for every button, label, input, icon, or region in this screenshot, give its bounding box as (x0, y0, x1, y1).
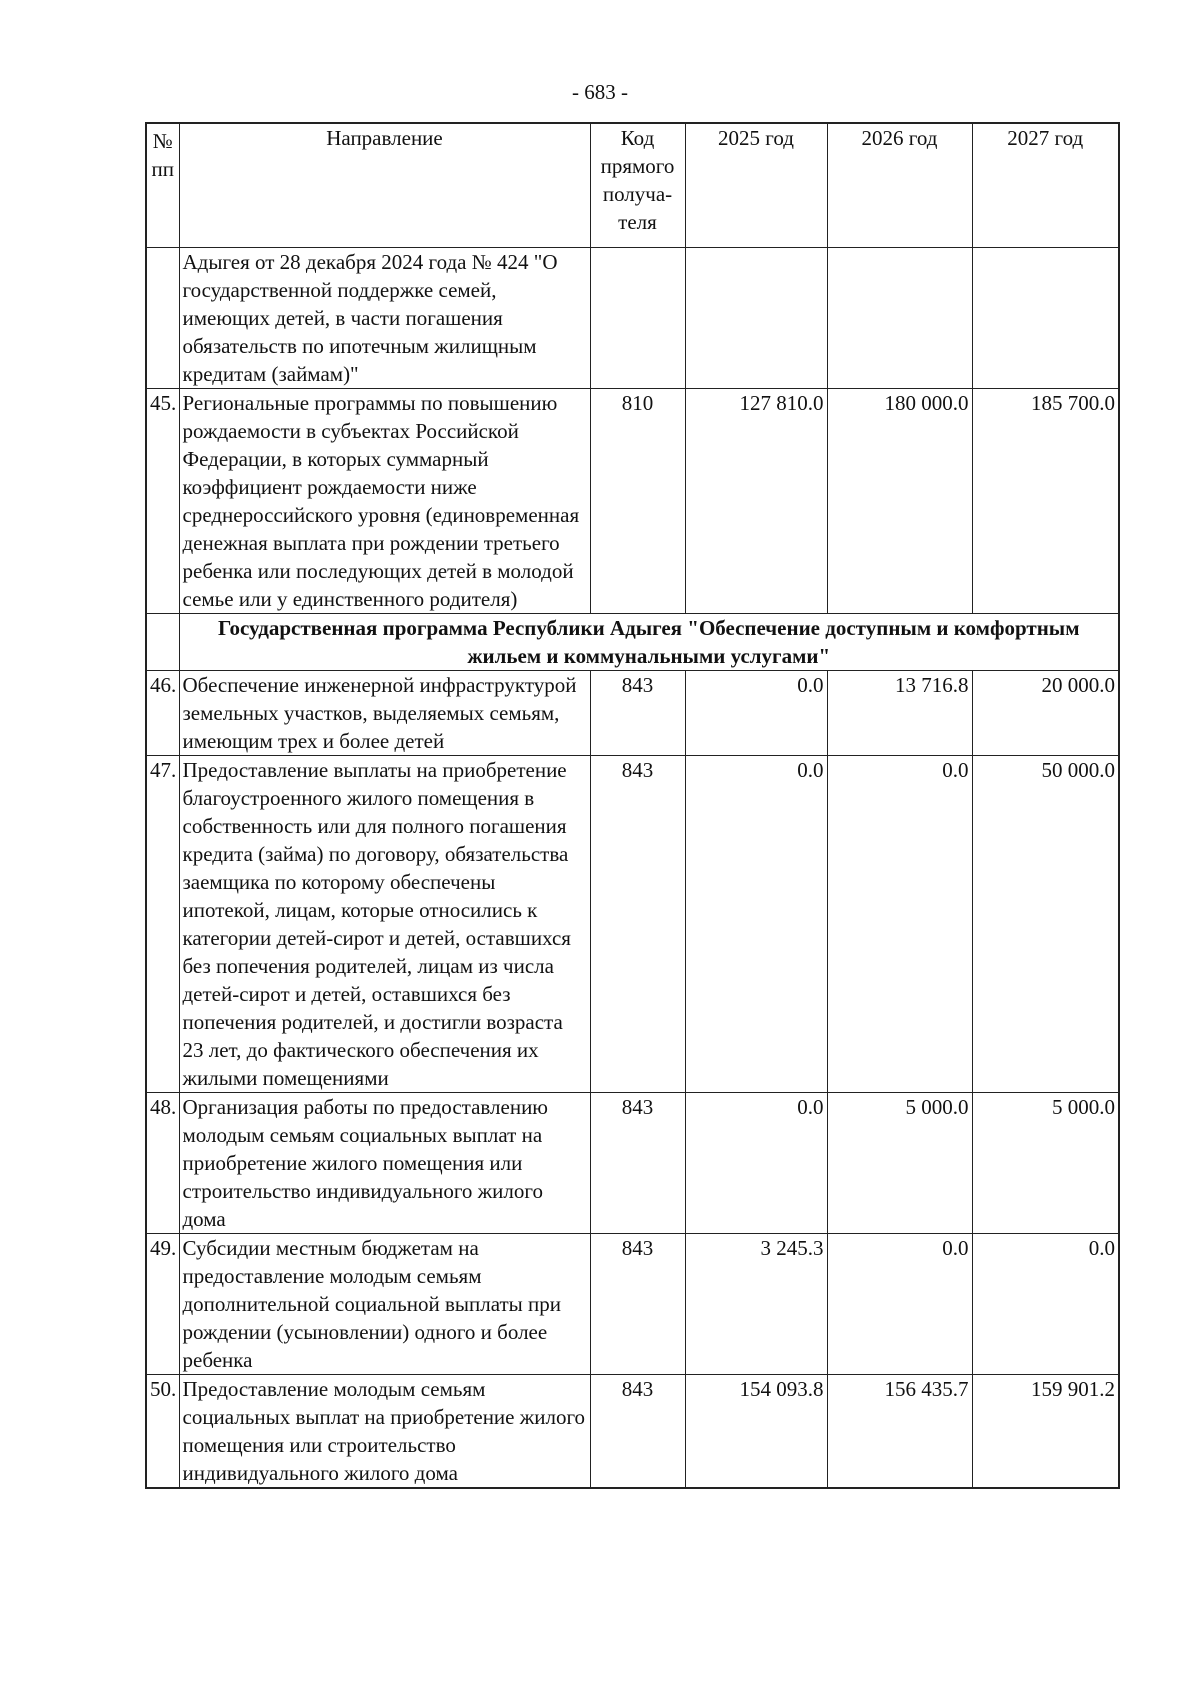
cell-2026: 0.0 (827, 756, 972, 1093)
cell-num: 47. (146, 756, 179, 1093)
cell-2027: 0.0 (972, 1234, 1119, 1375)
cell-2027: 159 901.2 (972, 1375, 1119, 1489)
cell-2027: 5 000.0 (972, 1093, 1119, 1234)
cell-direction: Региональные программы по повышению рождаемости в субъектах Российской Федерации, в которых суммарный коэффициент рождаемости ниже среднероссийского уровня (единовременная денежная выплата при рождении третьего ребенка или последующих детей в молодой семье или у единственного родителя) (179, 389, 590, 614)
table-header (146, 123, 1119, 248)
cell-direction: Организация работы по предоставлению молодым семьям социальных выплат на приобретение жилого помещения или строительство индивидуального жилого дома (179, 1093, 590, 1234)
header-code: Код прямого получа-теля (590, 123, 685, 248)
cell-num: 50. (146, 1375, 179, 1489)
cell-code: 843 (590, 1375, 685, 1489)
cell-num (146, 248, 179, 389)
cell-code (590, 248, 685, 389)
cell-code: 843 (590, 671, 685, 756)
cell-2026: 180 000.0 (827, 389, 972, 614)
cell-2025: 154 093.8 (685, 1375, 827, 1489)
cell-2026: 13 716.8 (827, 671, 972, 756)
cell-num: 45. (146, 389, 179, 614)
cell-2027: 50 000.0 (972, 756, 1119, 1093)
cell-2025: 0.0 (685, 1093, 827, 1234)
cell-2027: 20 000.0 (972, 671, 1119, 756)
cell-num: 48. (146, 1093, 179, 1234)
cell-direction: Адыгея от 28 декабря 2024 года № 424 "О государственной поддержке семей, имеющих детей, в части погашения обязательств по ипотечным жилищным кредитам (займам)" (179, 248, 590, 389)
table-row-48 (146, 1093, 1119, 1234)
header-2026: 2026 год (827, 123, 972, 248)
cell-code: 843 (590, 1234, 685, 1375)
table-row-47 (146, 756, 1119, 1093)
header-num: № пп (146, 123, 179, 248)
table-row-50 (146, 1375, 1119, 1489)
budget-table (145, 122, 1120, 1489)
cell-direction: Предоставление выплаты на приобретение благоустроенного жилого помещения в собственность или для полного погашения кредита (займа) по договору, обязательства заемщика по которому обеспечены ипотекой, лицам, которые относились к категории детей-сирот и детей, оставшихся без попечения родителей, лицам из числа детей-сирот и детей, оставшихся без попечения родителей, и достигли возраста 23 лет, до фактического обеспечения их жилыми помещениями (179, 756, 590, 1093)
cell-code: 810 (590, 389, 685, 614)
cell-2027 (972, 248, 1119, 389)
header-row (146, 123, 1119, 248)
cell-direction: Предоставление молодым семьям социальных выплат на приобретение жилого помещения или строительство индивидуального жилого дома (179, 1375, 590, 1489)
cell-2026: 0.0 (827, 1234, 972, 1375)
cell-2025 (685, 248, 827, 389)
section-row (146, 614, 1119, 671)
cell-2026: 5 000.0 (827, 1093, 972, 1234)
page-number: - 683 - (572, 80, 628, 104)
cell-code: 843 (590, 756, 685, 1093)
table-row-46 (146, 671, 1119, 756)
table-row-continuation (146, 248, 1119, 389)
header-2027: 2027 год (972, 123, 1119, 248)
section-num-empty (146, 614, 179, 671)
cell-2025: 0.0 (685, 756, 827, 1093)
cell-num: 49. (146, 1234, 179, 1375)
cell-direction: Субсидии местным бюджетам на предоставление молодым семьям дополнительной социальной выплаты при рождении (усыновлении) одного и более ребенка (179, 1234, 590, 1375)
cell-2025: 3 245.3 (685, 1234, 827, 1375)
table-row-45 (146, 389, 1119, 614)
cell-2027: 185 700.0 (972, 389, 1119, 614)
section-title: Государственная программа Республики Адыгея "Обеспечение доступным и комфортным жильем и коммунальными услугами" (179, 614, 1119, 671)
cell-num: 46. (146, 671, 179, 756)
cell-2026 (827, 248, 972, 389)
cell-code: 843 (590, 1093, 685, 1234)
cell-direction: Обеспечение инженерной инфраструктурой земельных участков, выделяемых семьям, имеющим трех и более детей (179, 671, 590, 756)
cell-2026: 156 435.7 (827, 1375, 972, 1489)
table-row-49 (146, 1234, 1119, 1375)
header-2025: 2025 год (685, 123, 827, 248)
cell-2025: 127 810.0 (685, 389, 827, 614)
cell-2025: 0.0 (685, 671, 827, 756)
header-direction: Направление (179, 123, 590, 248)
